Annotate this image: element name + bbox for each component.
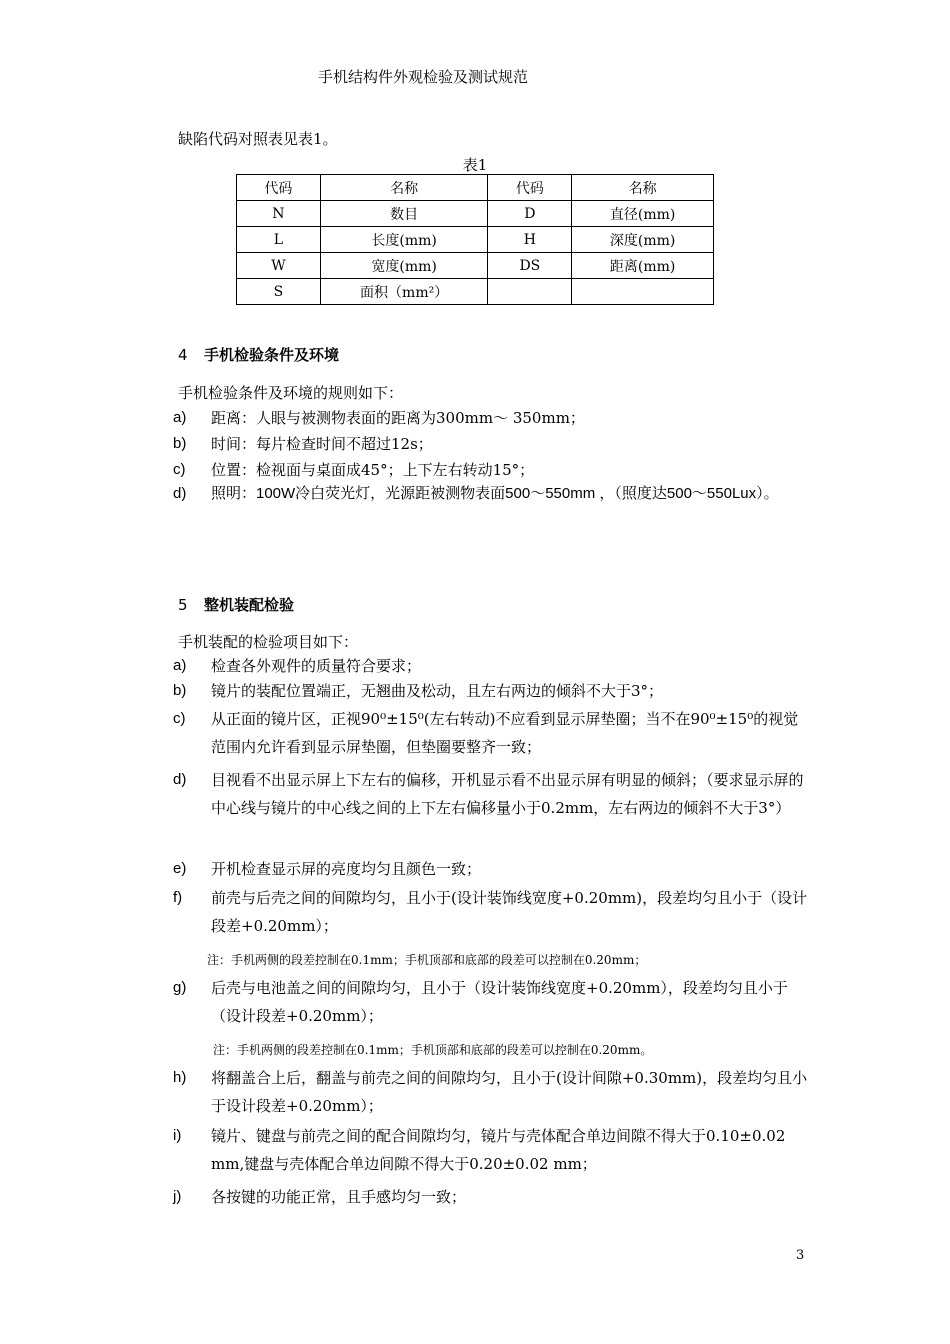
list-item-text: 后壳与电池盖之间的间隙均匀，且小于（设计装饰线宽度+0.20mm），段差均匀且小于（设计段差+0.20mm）；	[211, 979, 788, 1025]
section-4-intro: 手机检验条件及环境的规则如下：	[178, 384, 404, 402]
table-row	[237, 201, 714, 227]
list-item-label: b)	[173, 682, 187, 699]
list-item	[173, 855, 813, 883]
table-cell	[488, 279, 572, 305]
list-item-text: 前壳与后壳之间的间隙均匀，且小于(设计装饰线宽度+0.20mm)，段差均匀且小于（设计段差+0.20mm）；	[211, 889, 808, 935]
page-header-title: 手机结构件外观检验及测试规范	[317, 68, 528, 86]
list-item-text: 从正面的镜片区，正视90⁰±15⁰(左右转动)不应看到显示屏垫圈；当不在90⁰±15⁰的视觉范围内允许看到显示屏垫圈，但垫圈要整齐一致；	[211, 710, 799, 756]
section-5-intro: 手机装配的检验项目如下：	[178, 633, 359, 651]
list-item-text: 镜片的装配位置端正，无翘曲及松动，且左右两边的倾斜不大于3°；	[211, 682, 664, 700]
list-item	[173, 1064, 813, 1120]
list-item-label: e)	[173, 860, 187, 877]
table-caption: 表1	[462, 156, 488, 174]
table-cell: D	[488, 201, 572, 227]
section-5-heading	[178, 594, 294, 615]
table-header-cell: 代码	[237, 175, 321, 201]
list-item-label: c)	[173, 461, 186, 478]
list-item-text: 位置：检视面与桌面成45°；上下左右转动15°；	[211, 461, 535, 479]
table-cell: L	[237, 227, 321, 253]
list-item	[173, 1183, 813, 1211]
section-title: 手机检验条件及环境	[204, 346, 340, 364]
list-item-label: d)	[173, 771, 187, 788]
defect-code-table	[236, 174, 714, 305]
section-title: 整机装配检验	[204, 596, 295, 614]
list-item	[173, 677, 813, 705]
list-item-label: g)	[173, 979, 187, 996]
note-f: 注：手机两侧的段差控制在0.1mm；手机顶部和底部的段差可以控制在0.20mm；	[207, 953, 647, 967]
section-number: 5	[178, 596, 188, 614]
table-header-cell: 名称	[572, 175, 714, 201]
list-item-label: d)	[173, 485, 187, 502]
list-item	[173, 705, 813, 761]
list-item-text: 目视看不出显示屏上下左右的偏移，开机显示看不出显示屏有明显的倾斜；（要求显示屏的中心线与镜片的中心线之间的上下左右偏移量小于0.2mm，左右两边的倾斜不大于3°）	[211, 771, 804, 817]
list-item-text: 镜片、键盘与前壳之间的配合间隙均匀，镜片与壳体配合单边间隙不得大于0.10±0.02 mm,键盘与壳体配合单边间隙不得大于0.20±0.02 mm；	[211, 1127, 786, 1173]
table-cell: 长度(mm)	[320, 227, 488, 253]
list-item-text: 距离：人眼与被测物表面的距离为300mm～ 350mm；	[211, 409, 585, 427]
note-g: 注：手机两侧的段差控制在0.1mm；手机顶部和底部的段差可以控制在0.20mm。	[213, 1043, 653, 1057]
table-row	[237, 279, 714, 305]
list-item-label: c)	[173, 710, 186, 727]
table-header-cell: 代码	[488, 175, 572, 201]
list-item-text: 时间：每片检查时间不超过12s；	[211, 435, 433, 453]
list-item-text: 开机检查显示屏的亮度均匀且颜色一致；	[211, 860, 482, 878]
page-number: 3	[796, 1248, 805, 1263]
table-cell	[572, 279, 714, 305]
table-cell: 面积（mm²）	[320, 279, 488, 305]
table-cell: 宽度(mm)	[320, 253, 488, 279]
table-intro: 缺陷代码对照表见表1。	[178, 130, 338, 148]
table-cell: DS	[488, 253, 572, 279]
table-cell: W	[237, 253, 321, 279]
table-row	[237, 227, 714, 253]
list-item-label: j)	[173, 1188, 182, 1205]
section-4-heading	[178, 344, 339, 365]
table-header-row	[237, 175, 714, 201]
list-item-text: 各按键的功能正常，且手感均匀一致；	[211, 1188, 467, 1206]
list-item-text: 检查各外观件的质量符合要求；	[211, 657, 422, 675]
table-cell: H	[488, 227, 572, 253]
list-item-label: h)	[173, 1069, 187, 1086]
list-item-text: 将翻盖合上后，翻盖与前壳之间的间隙均匀，且小于(设计间隙+0.30mm)，段差均匀且小于设计段差+0.20mm）；	[211, 1069, 808, 1115]
list-item	[173, 766, 813, 822]
table-row	[237, 253, 714, 279]
section-number: 4	[178, 346, 188, 364]
table-cell: N	[237, 201, 321, 227]
list-item-label: i)	[173, 1127, 182, 1144]
list-item	[173, 404, 813, 432]
list-item-label: f)	[173, 889, 183, 906]
list-item	[173, 974, 813, 1030]
list-item	[173, 884, 813, 940]
table-cell: 直径(mm)	[572, 201, 714, 227]
list-item	[173, 652, 813, 680]
list-item-label: a)	[173, 409, 187, 426]
list-item-label: b)	[173, 435, 187, 452]
table-header-cell: 名称	[320, 175, 488, 201]
list-item	[173, 430, 813, 458]
table-cell: S	[237, 279, 321, 305]
list-item-text: 照明：100W冷白荧光灯，光源距被测物表面500～550mm ，（照度达500～550Lux）。	[211, 485, 779, 502]
table-cell: 数目	[320, 201, 488, 227]
list-item	[173, 1122, 813, 1178]
list-item-label: a)	[173, 657, 187, 674]
table-cell: 深度(mm)	[572, 227, 714, 253]
table-cell: 距离(mm)	[572, 253, 714, 279]
list-item	[173, 480, 813, 508]
